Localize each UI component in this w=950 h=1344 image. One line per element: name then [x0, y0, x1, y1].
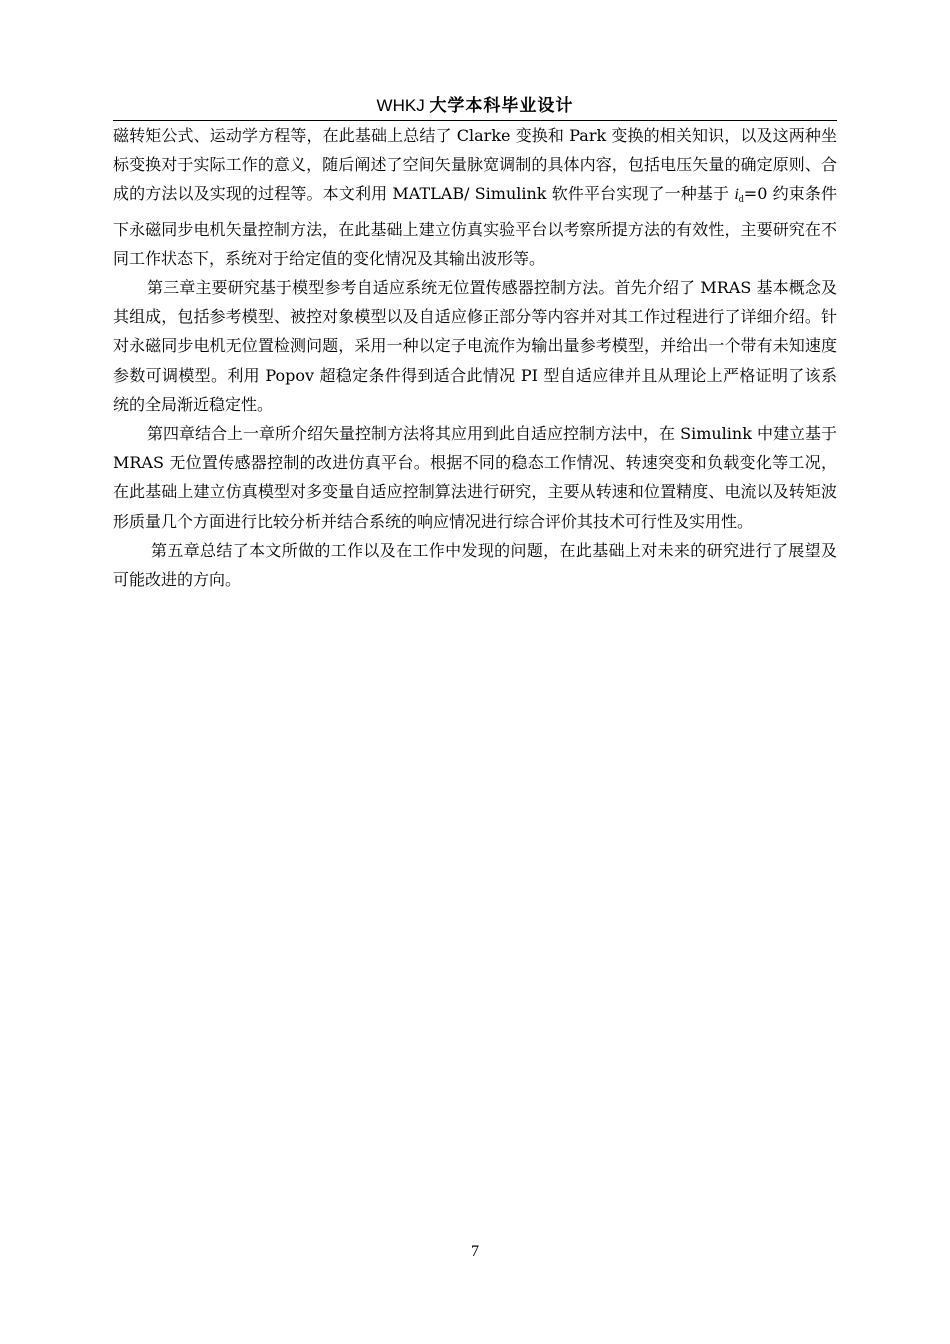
paragraph-continued: [113, 121, 837, 273]
header-title: 大学本科毕业设计: [429, 96, 574, 116]
page-number: 7: [471, 1243, 479, 1260]
subscript-d: d: [738, 194, 744, 206]
variable-i: i: [734, 186, 739, 204]
paragraph-text: 磁转矩公式、运动学方程等，在此基础上总结了 Clarke 变换和 Park 变换的相关知识，以及这两种坐标变换对于实际工作的意义，随后阐述了空间矢量脉宽调制的具体内容，包括电压矢量的确定原则、合成的方法以及实现的过程等。本文利用 MATLAB/ Simulink 软件平台实现了一种基于: [113, 126, 837, 204]
header-prefix: WHKJ: [376, 96, 430, 115]
document-body: [113, 121, 837, 594]
paragraph-chapter-4: 第四章结合上一章所介绍矢量控制方法将其应用到此自适应控制方法中，在 Simulink 中建立基于 MRAS 无位置传感器控制的改进仿真平台。根据不同的稳态工作情况、转速突变和负载变化等工况，在此基础上建立仿真模型对多变量自适应控制算法进行研究，主要从转速和位置精度、电流以及转矩波形质量几个方面进行比较分析并结合系统的响应情况进行综合评价其技术可行性及实用性。: [113, 424, 837, 531]
paragraph-chapter-5: 第五章总结了本文所做的工作以及在工作中发现的问题，在此基础上对未来的研究进行了展望及可能改进的方向。: [113, 540, 837, 590]
running-header: [113, 94, 837, 121]
paragraph-chapter-3: 第三章主要研究基于模型参考自适应系统无位置传感器控制方法。首先介绍了 MRAS 基本概念及其组成，包括参考模型、被控对象模型以及自适应修正部分等内容并对其工作过程进行了详细介绍。针对永磁同步电机无位置检测问题，采用一种以定子电流作为输出量参考模型，并给出一个带有未知速度参数可调模型。利用 Popov 超稳定条件得到适合此情况 PI 型自适应律并且从理论上严格证明了该系统的全局渐近稳定性。: [113, 278, 837, 414]
paragraph-text: =0 约束条件下永磁同步电机矢量控制方法，在此基础上建立仿真实验平台以考察所提方法的有效性，主要研究在不同工作状态下，系统对于给定值的变化情况及其输出波形等。: [113, 184, 837, 268]
